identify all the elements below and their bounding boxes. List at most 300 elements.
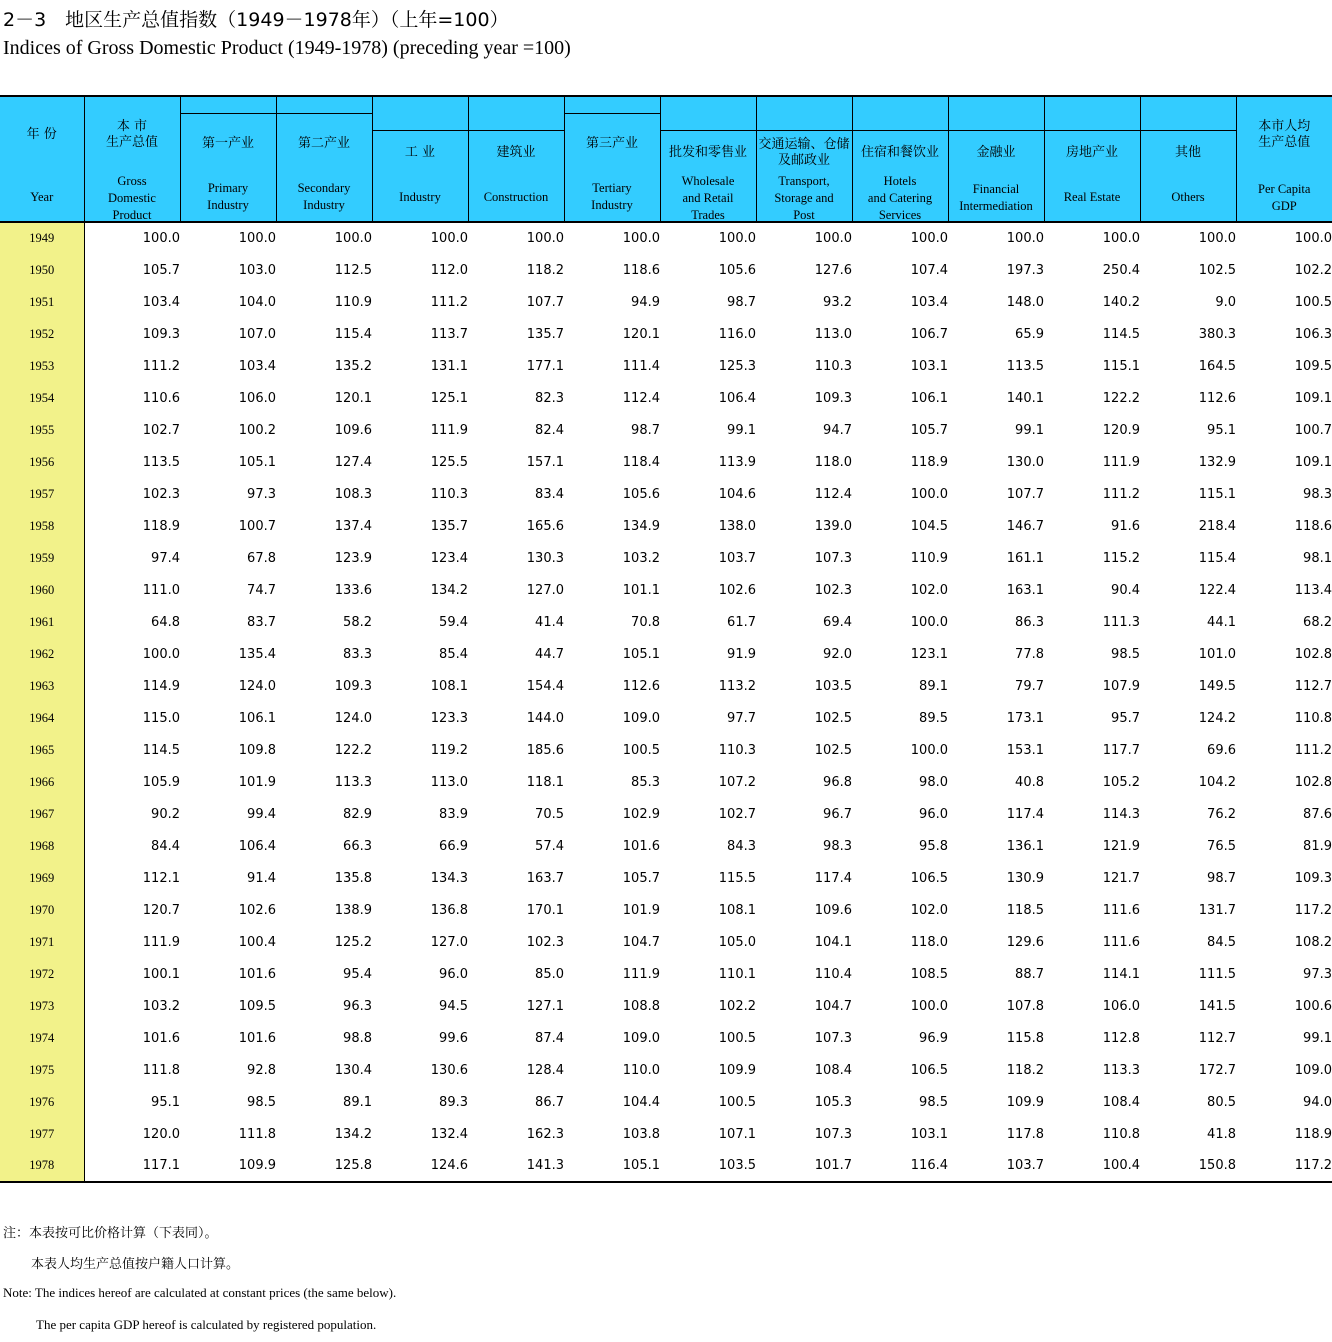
header-gdp-cn: 本 市 生产总值 <box>105 119 158 150</box>
value-cell: 103.4 <box>238 358 276 374</box>
value-cell: 112.6 <box>622 678 660 694</box>
table-row <box>0 350 1332 382</box>
value-cell: 111.5 <box>1198 966 1236 982</box>
value-cell: 101.7 <box>756 1150 852 1182</box>
value-cell: 120.1 <box>622 326 660 342</box>
value-cell: 105.9 <box>142 774 180 790</box>
value-cell: 110.3 <box>814 358 852 374</box>
value-cell: 40.8 <box>1015 774 1044 790</box>
value-cell: 111.4 <box>622 358 660 374</box>
header-row <box>0 96 1332 222</box>
value-cell: 95.1 <box>151 1094 180 1110</box>
value-cell: 105.1 <box>622 646 660 662</box>
header-year-cn: 年 份 <box>26 127 57 142</box>
value-cell: 84.4 <box>151 838 180 854</box>
value-cell: 101.1 <box>622 582 660 598</box>
value-cell: 111.8 <box>238 1126 276 1142</box>
value-cell: 83.4 <box>535 486 564 502</box>
year-cell: 1964 <box>0 702 84 734</box>
value-cell: 95.1 <box>1207 422 1236 438</box>
value-cell: 109.1 <box>1294 454 1332 470</box>
header-construction <box>468 96 564 222</box>
value-cell: 110.0 <box>622 1062 660 1078</box>
value-cell: 64.8 <box>151 614 180 630</box>
value-cell: 134.3 <box>430 870 468 886</box>
value-cell: 124.0 <box>334 710 372 726</box>
value-cell: 125.2 <box>334 934 372 950</box>
header-percapita-en: Per Capita GDP <box>1258 182 1311 213</box>
value-cell: 108.2 <box>1294 934 1332 950</box>
value-cell: 97.3 <box>247 486 276 502</box>
value-cell: 93.2 <box>823 294 852 310</box>
value-cell: 102.2 <box>718 998 756 1014</box>
value-cell: 96.7 <box>823 806 852 822</box>
value-cell: 125.8 <box>276 1150 372 1182</box>
value-cell: 127.4 <box>334 454 372 470</box>
value-cell: 113.0 <box>430 774 468 790</box>
year-cell: 1949 <box>0 222 84 254</box>
value-cell: 112.4 <box>622 390 660 406</box>
value-cell: 115.1 <box>1198 486 1236 502</box>
value-cell: 117.2 <box>1236 1150 1332 1182</box>
header-transport-en: Transport, Storage and Post <box>774 174 834 222</box>
value-cell: 114.9 <box>142 678 180 694</box>
value-cell: 91.9 <box>727 646 756 662</box>
value-cell: 132.9 <box>1198 454 1236 470</box>
value-cell: 110.1 <box>718 966 756 982</box>
value-cell: 109.8 <box>238 742 276 758</box>
value-cell: 100.0 <box>238 231 276 246</box>
table-row <box>0 1022 1332 1054</box>
value-cell: 134.9 <box>622 518 660 534</box>
value-cell: 135.8 <box>334 870 372 886</box>
value-cell: 111.6 <box>1102 934 1140 950</box>
value-cell: 106.1 <box>910 390 948 406</box>
value-cell: 103.4 <box>910 294 948 310</box>
value-cell: 102.6 <box>238 902 276 918</box>
value-cell: 82.4 <box>535 422 564 438</box>
value-cell: 112.0 <box>430 262 468 278</box>
value-cell: 135.4 <box>238 646 276 662</box>
header-tertiary-en: Tertiary Industry <box>591 181 633 212</box>
value-cell: 100.0 <box>910 231 948 246</box>
header-others-cn: 其他 <box>1174 145 1201 160</box>
value-cell: 66.3 <box>343 838 372 854</box>
value-cell: 157.1 <box>526 454 564 470</box>
value-cell: 113.5 <box>1006 358 1044 374</box>
table-row <box>0 638 1332 670</box>
value-cell: 105.3 <box>814 1094 852 1110</box>
value-cell: 163.1 <box>1006 582 1044 598</box>
value-cell: 96.3 <box>343 998 372 1014</box>
table-row <box>0 222 1332 254</box>
value-cell: 130.0 <box>1006 454 1044 470</box>
value-cell: 117.4 <box>814 870 852 886</box>
value-cell: 94.5 <box>439 998 468 1014</box>
value-cell: 92.8 <box>247 1062 276 1078</box>
value-cell: 114.1 <box>1102 966 1140 982</box>
value-cell: 114.5 <box>142 742 180 758</box>
value-cell: 100.0 <box>910 486 948 502</box>
value-cell: 107.3 <box>814 1030 852 1046</box>
value-cell: 94.7 <box>823 422 852 438</box>
value-cell: 70.5 <box>535 806 564 822</box>
value-cell: 102.5 <box>814 742 852 758</box>
value-cell: 81.9 <box>1303 838 1332 854</box>
header-wholesale <box>660 96 756 222</box>
value-cell: 110.4 <box>814 966 852 982</box>
value-cell: 109.1 <box>1294 390 1332 406</box>
table-row <box>0 574 1332 606</box>
value-cell: 103.5 <box>660 1150 756 1182</box>
year-cell: 1955 <box>0 414 84 446</box>
value-cell: 106.5 <box>910 1062 948 1078</box>
header-others <box>1140 96 1236 222</box>
value-cell: 89.5 <box>919 710 948 726</box>
table-row <box>0 510 1332 542</box>
value-cell: 69.4 <box>823 614 852 630</box>
value-cell: 129.6 <box>1006 934 1044 950</box>
value-cell: 110.3 <box>430 486 468 502</box>
table-body <box>0 222 1332 1182</box>
value-cell: 79.7 <box>1015 678 1044 694</box>
value-cell: 9.0 <box>1215 294 1236 310</box>
value-cell: 65.9 <box>1015 326 1044 342</box>
value-cell: 113.5 <box>142 454 180 470</box>
value-cell: 95.7 <box>1111 710 1140 726</box>
table-row <box>0 318 1332 350</box>
value-cell: 100.0 <box>430 231 468 246</box>
year-cell: 1954 <box>0 382 84 414</box>
value-cell: 110.8 <box>1294 710 1332 726</box>
value-cell: 103.7 <box>948 1150 1044 1182</box>
value-cell: 128.4 <box>526 1062 564 1078</box>
header-primary <box>180 96 276 222</box>
header-industry-cn: 工 业 <box>404 145 436 160</box>
value-cell: 99.6 <box>439 1030 468 1046</box>
value-cell: 95.4 <box>343 966 372 982</box>
value-cell: 107.4 <box>910 262 948 278</box>
value-cell: 185.6 <box>526 742 564 758</box>
value-cell: 117.1 <box>84 1150 180 1182</box>
table-row <box>0 542 1332 574</box>
value-cell: 106.1 <box>238 710 276 726</box>
value-cell: 113.9 <box>718 454 756 470</box>
value-cell: 111.3 <box>1102 614 1140 630</box>
value-cell: 110.6 <box>142 390 180 406</box>
value-cell: 112.4 <box>814 486 852 502</box>
value-cell: 82.9 <box>343 806 372 822</box>
value-cell: 134.2 <box>334 1126 372 1142</box>
header-wholesale-cn: 批发和零售业 <box>668 145 747 160</box>
value-cell: 109.3 <box>334 678 372 694</box>
value-cell: 96.0 <box>919 806 948 822</box>
value-cell: 127.0 <box>526 582 564 598</box>
table-title-en: Indices of Gross Domestic Product (1949-1978) (preceding year =100) <box>3 37 571 59</box>
header-secondary <box>276 96 372 222</box>
year-cell: 1966 <box>0 766 84 798</box>
value-cell: 135.2 <box>334 358 372 374</box>
year-cell: 1952 <box>0 318 84 350</box>
value-cell: 100.0 <box>910 614 948 630</box>
year-cell: 1967 <box>0 798 84 830</box>
header-tertiary-cn: 第三产业 <box>585 136 638 151</box>
value-cell: 130.3 <box>526 550 564 566</box>
value-cell: 102.8 <box>1294 646 1332 662</box>
value-cell: 85.3 <box>631 774 660 790</box>
value-cell: 117.8 <box>1006 1126 1044 1142</box>
value-cell: 89.3 <box>439 1094 468 1110</box>
value-cell: 100.7 <box>1294 422 1332 438</box>
year-cell: 1976 <box>0 1086 84 1118</box>
value-cell: 118.9 <box>1294 1126 1332 1142</box>
header-gdp-en: Gross Domestic Product <box>108 174 156 222</box>
value-cell: 118.9 <box>142 518 180 534</box>
value-cell: 106.7 <box>910 326 948 342</box>
value-cell: 102.3 <box>814 582 852 598</box>
table-row <box>0 606 1332 638</box>
table-row <box>0 702 1332 734</box>
year-cell: 1968 <box>0 830 84 862</box>
note-line-3: Note: The indices hereof are calculated at constant prices (the same below). <box>3 1285 397 1300</box>
table-row <box>0 670 1332 702</box>
value-cell: 114.3 <box>1102 806 1140 822</box>
value-cell: 113.3 <box>334 774 372 790</box>
value-cell: 124.0 <box>238 678 276 694</box>
value-cell: 113.3 <box>1102 1062 1140 1078</box>
value-cell: 109.0 <box>1294 1062 1332 1078</box>
value-cell: 122.4 <box>1198 582 1236 598</box>
value-cell: 115.5 <box>718 870 756 886</box>
value-cell: 107.1 <box>718 1126 756 1142</box>
table-row <box>0 734 1332 766</box>
table-row <box>0 926 1332 958</box>
value-cell: 149.5 <box>1198 678 1236 694</box>
year-cell: 1973 <box>0 990 84 1022</box>
value-cell: 84.3 <box>727 838 756 854</box>
table-row <box>0 894 1332 926</box>
value-cell: 100.0 <box>814 231 852 246</box>
header-financial-en: Financial Intermediation <box>959 182 1033 213</box>
value-cell: 102.7 <box>718 806 756 822</box>
value-cell: 98.7 <box>1207 870 1236 886</box>
table-row <box>0 798 1332 830</box>
header-primary-en: Primary Industry <box>207 181 249 212</box>
value-cell: 109.9 <box>1006 1094 1044 1110</box>
value-cell: 109.6 <box>334 422 372 438</box>
value-cell: 218.4 <box>1198 518 1236 534</box>
value-cell: 111.9 <box>622 966 660 982</box>
value-cell: 102.5 <box>1198 262 1236 278</box>
value-cell: 41.4 <box>535 614 564 630</box>
value-cell: 98.5 <box>1111 646 1140 662</box>
value-cell: 98.0 <box>919 774 948 790</box>
value-cell: 121.7 <box>1102 870 1140 886</box>
value-cell: 103.1 <box>910 1126 948 1142</box>
header-construction-en: Construction <box>483 190 549 204</box>
value-cell: 86.3 <box>1015 614 1044 630</box>
value-cell: 101.9 <box>622 902 660 918</box>
value-cell: 97.3 <box>1303 966 1332 982</box>
value-cell: 117.2 <box>1294 902 1332 918</box>
value-cell: 106.5 <box>910 870 948 886</box>
value-cell: 103.4 <box>142 294 180 310</box>
value-cell: 109.0 <box>622 710 660 726</box>
value-cell: 107.0 <box>238 326 276 342</box>
value-cell: 95.8 <box>919 838 948 854</box>
value-cell: 135.7 <box>430 518 468 534</box>
value-cell: 104.5 <box>910 518 948 534</box>
value-cell: 112.1 <box>142 870 180 886</box>
header-primary-cn: 第一产业 <box>201 136 254 151</box>
value-cell: 118.2 <box>1006 1062 1044 1078</box>
value-cell: 66.9 <box>439 838 468 854</box>
value-cell: 102.0 <box>910 582 948 598</box>
value-cell: 112.5 <box>334 262 372 278</box>
value-cell: 68.2 <box>1303 614 1332 630</box>
value-cell: 100.6 <box>1294 998 1332 1014</box>
value-cell: 100.0 <box>526 231 564 246</box>
value-cell: 98.1 <box>1303 550 1332 566</box>
value-cell: 140.1 <box>1006 390 1044 406</box>
value-cell: 100.0 <box>334 231 372 246</box>
value-cell: 197.3 <box>1006 262 1044 278</box>
value-cell: 123.9 <box>334 550 372 566</box>
value-cell: 105.6 <box>718 262 756 278</box>
year-cell: 1959 <box>0 542 84 574</box>
value-cell: 122.2 <box>334 742 372 758</box>
value-cell: 100.0 <box>910 998 948 1014</box>
value-cell: 124.2 <box>1198 710 1236 726</box>
value-cell: 165.6 <box>526 518 564 534</box>
value-cell: 138.0 <box>718 518 756 534</box>
value-cell: 119.2 <box>430 742 468 758</box>
value-cell: 61.7 <box>727 614 756 630</box>
value-cell: 113.2 <box>718 678 756 694</box>
value-cell: 250.4 <box>1102 262 1140 278</box>
header-wholesale-en: Wholesale and Retail Trades <box>681 174 735 222</box>
value-cell: 177.1 <box>526 358 564 374</box>
value-cell: 69.6 <box>1207 742 1236 758</box>
year-cell: 1977 <box>0 1118 84 1150</box>
value-cell: 96.9 <box>919 1030 948 1046</box>
value-cell: 113.0 <box>814 326 852 342</box>
value-cell: 99.1 <box>1015 422 1044 438</box>
value-cell: 94.9 <box>631 294 660 310</box>
value-cell: 103.5 <box>814 678 852 694</box>
value-cell: 107.7 <box>1006 486 1044 502</box>
value-cell: 108.4 <box>814 1062 852 1078</box>
value-cell: 96.0 <box>439 966 468 982</box>
value-cell: 118.0 <box>910 934 948 950</box>
value-cell: 100.5 <box>718 1094 756 1110</box>
value-cell: 116.0 <box>718 326 756 342</box>
value-cell: 100.2 <box>238 422 276 438</box>
value-cell: 130.6 <box>430 1062 468 1078</box>
header-secondary-cn: 第二产业 <box>297 136 350 151</box>
value-cell: 118.4 <box>622 454 660 470</box>
value-cell: 84.5 <box>1207 934 1236 950</box>
value-cell: 109.6 <box>814 902 852 918</box>
value-cell: 125.5 <box>430 454 468 470</box>
table-row <box>0 862 1332 894</box>
value-cell: 163.7 <box>526 870 564 886</box>
value-cell: 89.1 <box>343 1094 372 1110</box>
value-cell: 102.8 <box>1294 774 1332 790</box>
value-cell: 104.4 <box>622 1094 660 1110</box>
value-cell: 101.6 <box>142 1030 180 1046</box>
year-cell: 1957 <box>0 478 84 510</box>
value-cell: 103.8 <box>622 1126 660 1142</box>
value-cell: 98.5 <box>919 1094 948 1110</box>
value-cell: 108.3 <box>334 486 372 502</box>
value-cell: 103.1 <box>910 358 948 374</box>
value-cell: 103.7 <box>718 550 756 566</box>
value-cell: 120.9 <box>1102 422 1140 438</box>
note-line-2: 本表人均生产总值按户籍人口计算。 <box>31 1257 240 1272</box>
table-row <box>0 1150 1332 1182</box>
value-cell: 105.0 <box>718 934 756 950</box>
value-cell: 104.7 <box>622 934 660 950</box>
value-cell: 107.2 <box>718 774 756 790</box>
value-cell: 100.5 <box>1294 294 1332 310</box>
gdp-index-table <box>0 95 1332 1183</box>
note-line-1: 注：本表按可比价格计算（下表同）。 <box>3 1226 218 1241</box>
value-cell: 100.0 <box>142 231 180 246</box>
value-cell: 104.7 <box>814 998 852 1014</box>
value-cell: 100.0 <box>1198 231 1236 246</box>
year-cell: 1972 <box>0 958 84 990</box>
value-cell: 106.3 <box>1294 326 1332 342</box>
header-industry <box>372 96 468 222</box>
table-row <box>0 990 1332 1022</box>
value-cell: 117.4 <box>1006 806 1044 822</box>
value-cell: 92.0 <box>823 646 852 662</box>
year-cell: 1960 <box>0 574 84 606</box>
value-cell: 140.2 <box>1102 294 1140 310</box>
value-cell: 91.4 <box>247 870 276 886</box>
value-cell: 111.0 <box>142 582 180 598</box>
value-cell: 138.9 <box>334 902 372 918</box>
value-cell: 89.1 <box>919 678 948 694</box>
header-financial-cn: 金融业 <box>976 145 1016 160</box>
value-cell: 118.1 <box>526 774 564 790</box>
value-cell: 161.1 <box>1006 550 1044 566</box>
header-construction-cn: 建筑业 <box>496 145 536 160</box>
value-cell: 102.3 <box>526 934 564 950</box>
year-cell: 1953 <box>0 350 84 382</box>
value-cell: 164.5 <box>1198 358 1236 374</box>
value-cell: 108.1 <box>718 902 756 918</box>
header-industry-en: Industry <box>399 190 441 204</box>
value-cell: 98.8 <box>343 1030 372 1046</box>
value-cell: 109.9 <box>180 1150 276 1182</box>
value-cell: 112.7 <box>1294 678 1332 694</box>
value-cell: 103.0 <box>238 262 276 278</box>
value-cell: 107.7 <box>526 294 564 310</box>
value-cell: 122.2 <box>1102 390 1140 406</box>
value-cell: 100.0 <box>1294 231 1332 246</box>
value-cell: 127.0 <box>430 934 468 950</box>
year-cell: 1958 <box>0 510 84 542</box>
value-cell: 106.4 <box>238 838 276 854</box>
table-row <box>0 958 1332 990</box>
header-year-en: Year <box>30 190 54 204</box>
value-cell: 133.6 <box>334 582 372 598</box>
value-cell: 116.4 <box>852 1150 948 1182</box>
value-cell: 110.3 <box>718 742 756 758</box>
value-cell: 100.4 <box>1044 1150 1140 1182</box>
